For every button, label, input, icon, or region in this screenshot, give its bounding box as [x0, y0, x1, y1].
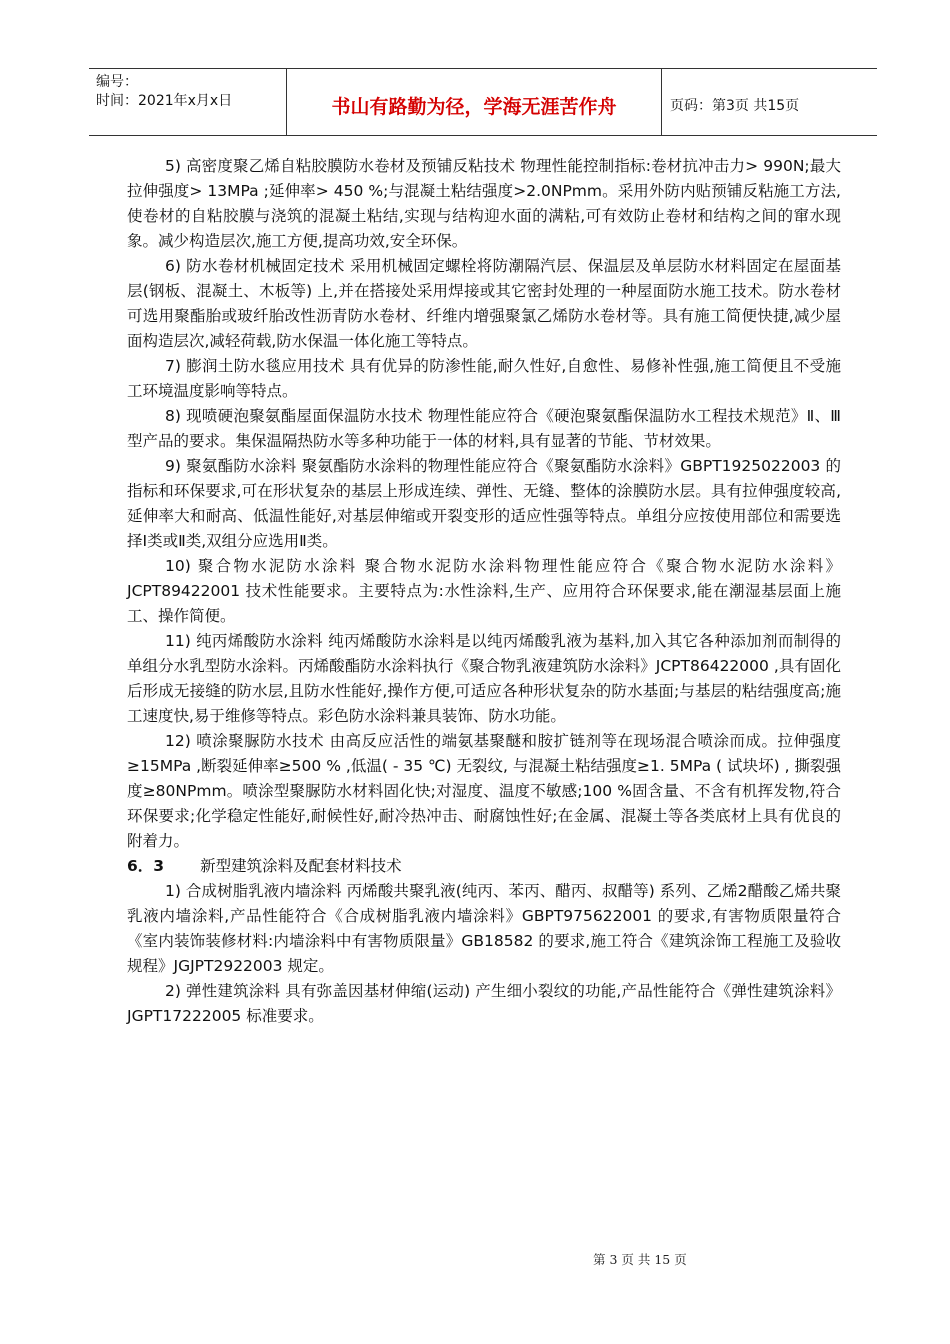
paragraph: 9) 聚氨酯防水涂料 聚氨酯防水涂料的物理性能应符合《聚氨酯防水涂料》GBPT1925022003 的指标和环保要求,可在形状复杂的基层上形成连续、弹性、无缝、整体的涂膜防水层。具有拉伸强度较高,延伸率大和耐高、低温性能好,对基层伸缩或开裂变形的适应性强等特点。单组分应按使用部位和需要选择Ⅰ类或Ⅱ类,双组分应选用Ⅱ类。: [127, 457, 841, 550]
header-page-label: 页码：第3页 共15页: [670, 98, 800, 114]
page-header: [89, 68, 877, 136]
paragraph: 2) 弹性建筑涂料 具有弥盖因基材伸缩(运动) 产生细小裂纹的功能,产品性能符合《弹性建筑涂料》JGPT17222005 标准要求。: [127, 982, 841, 1025]
section-number: 6．3: [127, 857, 165, 875]
paragraph: 8) 现喷硬泡聚氨酯屋面保温防水技术 物理性能应符合《硬泡聚氨酯保温防水工程技术规范》Ⅱ、Ⅲ型产品的要求。集保温隔热防水等多种功能于一体的材料,具有显著的节能、节材效果。: [127, 407, 841, 450]
date-label: 时间：2021年x月x日: [96, 93, 233, 109]
paragraph: 6) 防水卷材机械固定技术 采用机械固定螺栓将防潮隔汽层、保温层及单层防水材料固定在屋面基层(钢板、混凝土、木板等) 上,并在搭接处采用焊接或其它密封处理的一种屋面防水施工技术。防水卷材可选用聚酯胎或玻纤胎改性沥青防水卷材、纤维内增强聚氯乙烯防水卷材等。具有施工简便快捷,减少屋面构造层次,减轻荷载,防水保温一体化施工等特点。: [127, 257, 841, 350]
paragraph: 11) 纯丙烯酸防水涂料 纯丙烯酸防水涂料是以纯丙烯酸乳液为基料,加入其它各种添加剂而制得的单组分水乳型防水涂料。丙烯酸酯防水涂料执行《聚合物乳液建筑防水涂料》JCPT86422000 ,具有固化后形成无接缝的防水层,且防水性能好,操作方便,可适应各种形状复杂的防水基面;与基层的粘结强度高;施工速度快,易于维修等特点。彩色防水涂料兼具装饰、防水功能。: [127, 632, 841, 725]
page-footer: 第 3 页 共 15 页: [593, 1252, 687, 1267]
paragraph: 10) 聚合物水泥防水涂料 聚合物水泥防水涂料物理性能应符合《聚合物水泥防水涂料》JCPT89422001 技术性能要求。主要特点为:水性涂料,生产、应用符合环保要求,能在潮湿基层面上施工、操作简便。: [127, 557, 841, 625]
document-body: [127, 154, 841, 1029]
paragraph: 12) 喷涂聚脲防水技术 由高反应活性的端氨基聚醚和胺扩链剂等在现场混合喷涂而成。拉伸强度≥15MPa ,断裂延伸率≥500 % ,低温( - 35 ℃) 无裂纹, 与混凝土粘结强度≥1. 5MPa ( 试块坏) , 撕裂强度≥80NPmm。喷涂型聚脲防水材料固化快;对湿度、温度不敏感;100 %固含量、不含有机挥发物,符合环保要求;化学稳定性能好,耐候性好,耐冷热冲击、耐腐蚀性好;在金属、混凝土等各类底材上具有优良的附着力。: [127, 732, 841, 850]
section-title: 新型建筑涂料及配套材料技术: [200, 857, 402, 875]
paragraph: 5) 高密度聚乙烯自粘胶膜防水卷材及预铺反粘技术 物理性能控制指标:卷材抗冲击力> 990N;最大拉伸强度> 13MPa ;延伸率> 450 %;与混凝土粘结强度>2.0NPmm。采用外防内贴预铺反粘施工方法,使卷材的自粘胶膜与浇筑的混凝土粘结,实现与结构迎水面的满粘,可有效防止卷材和结构之间的窜水现象。减少构造层次,施工方便,提高功效,安全环保。: [127, 157, 841, 250]
paragraph: 1) 合成树脂乳液内墙涂料 丙烯酸共聚乳液(纯丙、苯丙、醋丙、叔醋等) 系列、乙烯2醋酸乙烯共聚乳液内墙涂料,产品性能符合《合成树脂乳液内墙涂料》GBPT975622001 的要求,有害物质限量符合《室内装饰装修材料:内墙涂料中有害物质限量》GB18582 的要求,施工符合《建筑涂饰工程施工及验收规程》JGJPT2922003 规定。: [127, 882, 841, 975]
header-motto: 书山有路勤为径，学海无涯苦作舟: [286, 69, 662, 135]
section-heading: [127, 854, 841, 879]
number-label: 编号：: [96, 74, 138, 90]
paragraph: 7) 膨润土防水毯应用技术 具有优异的防渗性能,耐久性好,自愈性、易修补性强,施工简便且不受施工环境温度影响等特点。: [127, 357, 841, 400]
header-meta: [89, 69, 286, 135]
